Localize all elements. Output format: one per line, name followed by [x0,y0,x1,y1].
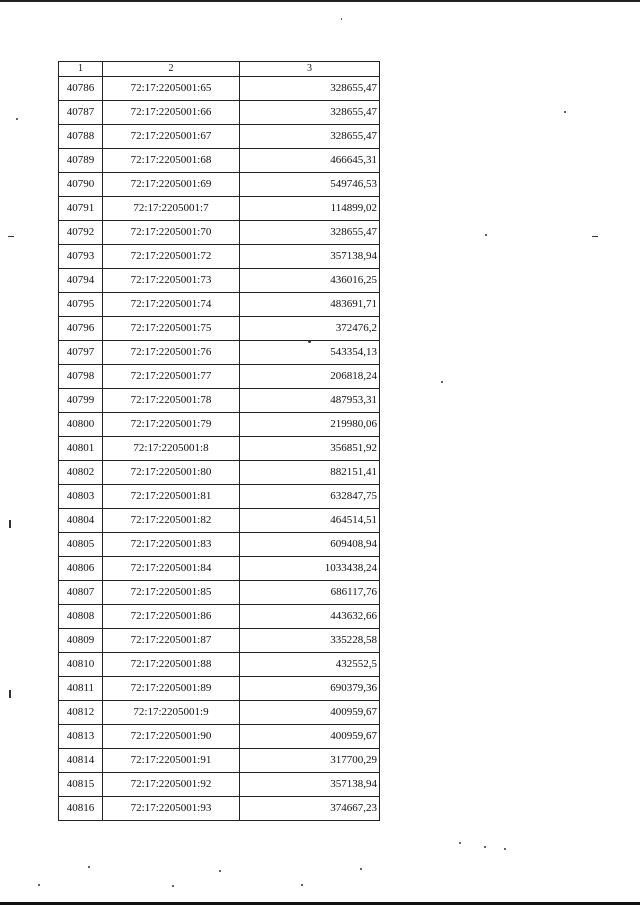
cadastral-number-cell: 72:17:2205001:65 [103,77,240,101]
value-cell: 219980,06 [240,413,380,437]
table-row [59,701,380,725]
row-number-cell: 40813 [59,725,103,749]
cadastral-number-cell: 72:17:2205001:78 [103,389,240,413]
cadastral-number-cell: 72:17:2205001:92 [103,773,240,797]
row-number-cell: 40793 [59,245,103,269]
cadastral-number-cell: 72:17:2205001:68 [103,149,240,173]
row-number-cell: 40812 [59,701,103,725]
table-row [59,797,380,821]
scan-speck [485,234,487,236]
cadastral-number-cell: 72:17:2205001:66 [103,101,240,125]
value-cell: 206818,24 [240,365,380,389]
table-row [59,653,380,677]
row-number-cell: 40805 [59,533,103,557]
row-number-cell: 40795 [59,293,103,317]
table-header [59,62,380,77]
cadastral-number-cell: 72:17:2205001:67 [103,125,240,149]
row-number-cell: 40787 [59,101,103,125]
row-number-cell: 40797 [59,341,103,365]
table-row [59,365,380,389]
row-number-cell: 40815 [59,773,103,797]
scan-speck [219,870,221,872]
table-row [59,461,380,485]
cadastral-number-cell: 72:17:2205001:79 [103,413,240,437]
scan-speck [360,868,362,870]
cadastral-number-cell: 72:17:2205001:74 [103,293,240,317]
value-cell: 114899,02 [240,197,380,221]
cadastral-number-cell: 72:17:2205001:69 [103,173,240,197]
table-row [59,197,380,221]
cadastral-number-cell: 72:17:2205001:81 [103,485,240,509]
row-number-cell: 40801 [59,437,103,461]
row-number-cell: 40789 [59,149,103,173]
row-number-cell: 40809 [59,629,103,653]
value-cell: 328655,47 [240,101,380,125]
value-cell: 432552,5 [240,653,380,677]
row-number-cell: 40791 [59,197,103,221]
cadastral-number-cell: 72:17:2205001:91 [103,749,240,773]
scan-speck [88,866,90,868]
row-number-cell: 40792 [59,221,103,245]
column-header-2: 2 [103,62,240,77]
table-row [59,173,380,197]
value-cell: 483691,71 [240,293,380,317]
value-cell: 374667,23 [240,797,380,821]
cadastral-number-cell: 72:17:2205001:86 [103,605,240,629]
row-number-cell: 40811 [59,677,103,701]
cadastral-number-cell: 72:17:2205001:9 [103,701,240,725]
table-row [59,605,380,629]
value-cell: 328655,47 [240,77,380,101]
cadastral-number-cell: 72:17:2205001:77 [103,365,240,389]
scan-speck [441,381,443,383]
scan-speck [484,846,486,848]
row-number-cell: 40807 [59,581,103,605]
value-cell: 357138,94 [240,773,380,797]
cadastral-number-cell: 72:17:2205001:87 [103,629,240,653]
row-number-cell: 40786 [59,77,103,101]
value-cell: 436016,25 [240,269,380,293]
value-cell: 882151,41 [240,461,380,485]
scan-speck [301,884,303,886]
value-cell: 357138,94 [240,245,380,269]
row-number-cell: 40800 [59,413,103,437]
row-number-cell: 40796 [59,317,103,341]
scan-speck [16,118,18,120]
cadastral-number-cell: 72:17:2205001:89 [103,677,240,701]
table-body [59,77,380,821]
value-cell: 487953,31 [240,389,380,413]
table-row [59,437,380,461]
registry-table [58,61,380,821]
cadastral-number-cell: 72:17:2205001:90 [103,725,240,749]
row-number-cell: 40806 [59,557,103,581]
row-number-cell: 40799 [59,389,103,413]
cadastral-number-cell: 72:17:2205001:83 [103,533,240,557]
row-number-cell: 40808 [59,605,103,629]
value-cell: 690379,36 [240,677,380,701]
cadastral-number-cell: 72:17:2205001:76 [103,341,240,365]
table-row [59,293,380,317]
row-number-cell: 40810 [59,653,103,677]
table-row [59,101,380,125]
value-cell: 464514,51 [240,509,380,533]
cadastral-number-cell: 72:17:2205001:72 [103,245,240,269]
row-number-cell: 40788 [59,125,103,149]
table-row [59,77,380,101]
cadastral-number-cell: 72:17:2205001:7 [103,197,240,221]
row-number-cell: 40802 [59,461,103,485]
value-cell: 356851,92 [240,437,380,461]
scan-speck [504,848,506,850]
table-row [59,557,380,581]
value-cell: 549746,53 [240,173,380,197]
table-row [59,509,380,533]
cadastral-number-cell: 72:17:2205001:75 [103,317,240,341]
value-cell: 400959,67 [240,701,380,725]
scan-speck [308,340,311,343]
scan-speck [172,885,174,887]
scan-speck [9,690,11,698]
value-cell: 328655,47 [240,125,380,149]
scan-speck [9,520,11,528]
value-cell: 686117,76 [240,581,380,605]
table-row [59,533,380,557]
table-row [59,725,380,749]
scan-speck [8,236,14,237]
row-number-cell: 40814 [59,749,103,773]
header-row [59,62,380,77]
value-cell: 1033438,24 [240,557,380,581]
cadastral-number-cell: 72:17:2205001:82 [103,509,240,533]
cadastral-number-cell: 72:17:2205001:93 [103,797,240,821]
table-row [59,629,380,653]
row-number-cell: 40804 [59,509,103,533]
table-row [59,341,380,365]
scan-speck [341,18,342,20]
table-row [59,413,380,437]
table-row [59,581,380,605]
cadastral-number-cell: 72:17:2205001:8 [103,437,240,461]
scan-speck [459,842,461,844]
table-row [59,485,380,509]
row-number-cell: 40798 [59,365,103,389]
value-cell: 466645,31 [240,149,380,173]
scan-speck [592,236,598,237]
table-row [59,125,380,149]
value-cell: 609408,94 [240,533,380,557]
value-cell: 328655,47 [240,221,380,245]
row-number-cell: 40794 [59,269,103,293]
cadastral-number-cell: 72:17:2205001:80 [103,461,240,485]
value-cell: 443632,66 [240,605,380,629]
value-cell: 632847,75 [240,485,380,509]
column-header-1: 1 [59,62,103,77]
table-row [59,677,380,701]
cadastral-number-cell: 72:17:2205001:73 [103,269,240,293]
row-number-cell: 40803 [59,485,103,509]
table-row [59,773,380,797]
cadastral-number-cell: 72:17:2205001:84 [103,557,240,581]
table-row [59,317,380,341]
scan-speck [564,111,566,113]
table-row [59,269,380,293]
table-row [59,221,380,245]
cadastral-number-cell: 72:17:2205001:88 [103,653,240,677]
scan-top-edge [0,0,640,2]
value-cell: 400959,67 [240,725,380,749]
value-cell: 372476,2 [240,317,380,341]
scan-speck [38,884,40,886]
value-cell: 317700,29 [240,749,380,773]
value-cell: 335228,58 [240,629,380,653]
row-number-cell: 40790 [59,173,103,197]
cadastral-number-cell: 72:17:2205001:85 [103,581,240,605]
column-header-3: 3 [240,62,380,77]
value-cell: 543354,13 [240,341,380,365]
table-row [59,749,380,773]
table-row [59,149,380,173]
table-row [59,245,380,269]
row-number-cell: 40816 [59,797,103,821]
table-row [59,389,380,413]
cadastral-number-cell: 72:17:2205001:70 [103,221,240,245]
